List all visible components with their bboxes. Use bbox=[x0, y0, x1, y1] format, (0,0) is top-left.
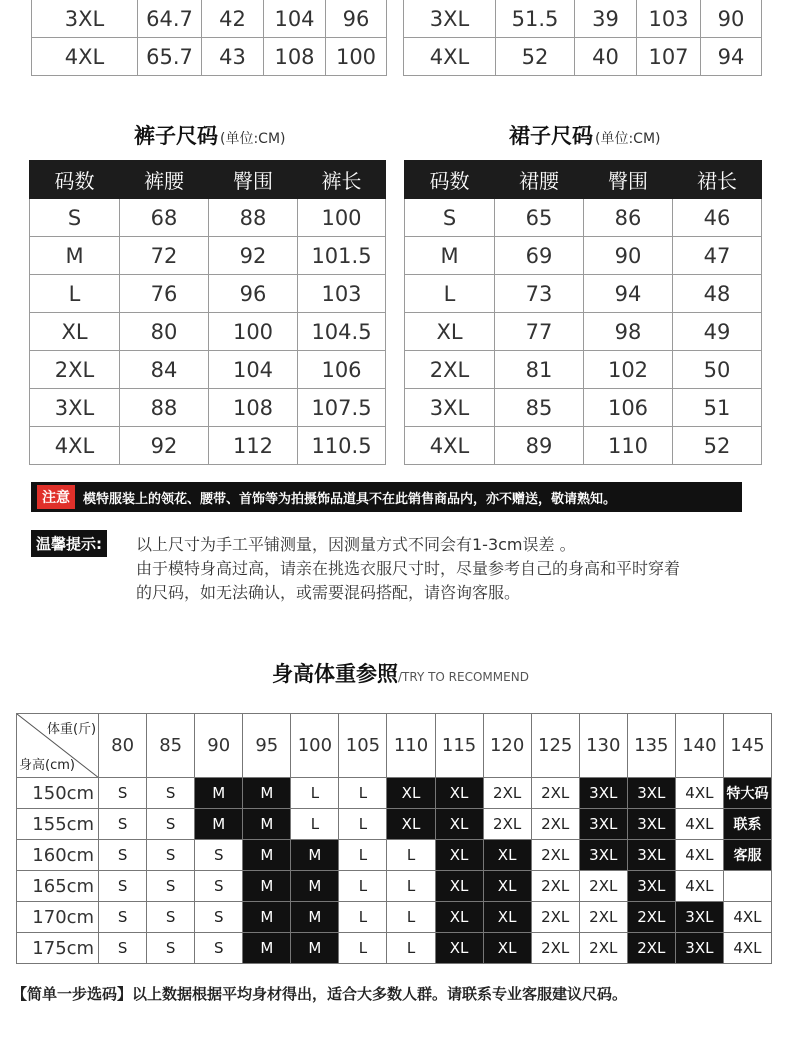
weight-header: 140 bbox=[675, 714, 723, 778]
size-cell: M bbox=[291, 933, 339, 964]
size-cell: 2XL bbox=[627, 933, 675, 964]
skirt-title-text: 裙子尺码 bbox=[509, 124, 593, 148]
table-cell: XL bbox=[405, 313, 495, 351]
table-cell: 102 bbox=[584, 351, 673, 389]
weight-header: 135 bbox=[627, 714, 675, 778]
weight-header: 90 bbox=[195, 714, 243, 778]
table-cell: 4XL bbox=[32, 38, 138, 76]
table-cell: 107.5 bbox=[298, 389, 386, 427]
size-cell: S bbox=[147, 809, 195, 840]
height-label: 170cm bbox=[17, 902, 99, 933]
size-cell: M bbox=[243, 902, 291, 933]
size-cell: S bbox=[147, 840, 195, 871]
table-cell: 77 bbox=[495, 313, 584, 351]
table-cell: 2XL bbox=[30, 351, 120, 389]
table-cell: 4XL bbox=[30, 427, 120, 465]
table-cell: 52 bbox=[496, 38, 575, 76]
size-cell: 3XL bbox=[627, 871, 675, 902]
height-label: 150cm bbox=[17, 778, 99, 809]
table-cell: S bbox=[30, 199, 120, 237]
skirt-size-table bbox=[404, 160, 762, 465]
weight-header: 120 bbox=[483, 714, 531, 778]
size-cell: S bbox=[99, 902, 147, 933]
pants-unit: (单位:CM) bbox=[220, 131, 286, 147]
weight-header: 100 bbox=[291, 714, 339, 778]
size-cell: XL bbox=[483, 902, 531, 933]
table-cell: 3XL bbox=[30, 389, 120, 427]
table-cell: 108 bbox=[264, 38, 326, 76]
size-cell: L bbox=[339, 871, 387, 902]
table-cell: 46 bbox=[673, 199, 762, 237]
size-cell: S bbox=[195, 902, 243, 933]
size-cell: XL bbox=[435, 933, 483, 964]
size-cell: L bbox=[339, 809, 387, 840]
table-cell: 104 bbox=[209, 351, 298, 389]
size-cell: 3XL bbox=[579, 809, 627, 840]
table-cell: 92 bbox=[120, 427, 209, 465]
table-row bbox=[32, 0, 387, 38]
skirt-unit: (单位:CM) bbox=[595, 131, 661, 147]
table-cell: 52 bbox=[673, 427, 762, 465]
size-cell: XL bbox=[435, 778, 483, 809]
table-cell: M bbox=[30, 237, 120, 275]
pants-size-title bbox=[134, 120, 286, 150]
table-cell: 86 bbox=[584, 199, 673, 237]
tip-line-3: 的尺码，如无法确认，或需要混码搭配，请咨询客服。 bbox=[136, 583, 521, 602]
special-size-note: 联系 bbox=[723, 809, 771, 840]
table-row bbox=[17, 840, 772, 871]
notice-banner bbox=[31, 482, 742, 512]
size-cell: XL bbox=[387, 809, 435, 840]
size-cell: L bbox=[339, 840, 387, 871]
size-cell: XL bbox=[435, 902, 483, 933]
table-cell: 85 bbox=[495, 389, 584, 427]
size-cell: M bbox=[243, 933, 291, 964]
table-row bbox=[30, 351, 386, 389]
size-cell: M bbox=[291, 840, 339, 871]
size-cell: 2XL bbox=[531, 778, 579, 809]
tip-label: 温馨提示: bbox=[31, 530, 107, 557]
table-cell: 49 bbox=[673, 313, 762, 351]
size-cell: S bbox=[195, 933, 243, 964]
table-cell: 76 bbox=[120, 275, 209, 313]
table-cell: 3XL bbox=[405, 389, 495, 427]
size-cell: S bbox=[195, 840, 243, 871]
table-cell: 4XL bbox=[404, 38, 496, 76]
table-cell: 81 bbox=[495, 351, 584, 389]
table-cell: 108 bbox=[209, 389, 298, 427]
notice-text: 模特服装上的领花、腰带、首饰等为拍摄饰品道具不在此销售商品内，亦不赠送，敬请熟知。 bbox=[83, 491, 617, 507]
weight-header: 115 bbox=[435, 714, 483, 778]
size-cell: 3XL bbox=[627, 778, 675, 809]
table-row bbox=[405, 237, 762, 275]
size-cell: 2XL bbox=[531, 902, 579, 933]
height-label: 160cm bbox=[17, 840, 99, 871]
size-cell: 4XL bbox=[675, 778, 723, 809]
size-cell: 4XL bbox=[723, 902, 771, 933]
table-cell: 103 bbox=[298, 275, 386, 313]
weight-header: 105 bbox=[339, 714, 387, 778]
table-cell: 50 bbox=[673, 351, 762, 389]
size-cell: M bbox=[243, 840, 291, 871]
size-cell: M bbox=[243, 778, 291, 809]
table-cell: 64.7 bbox=[138, 0, 202, 38]
size-cell: XL bbox=[483, 933, 531, 964]
table-cell: 90 bbox=[584, 237, 673, 275]
table-cell: 47 bbox=[673, 237, 762, 275]
column-header: 码数 bbox=[30, 161, 120, 199]
table-cell: M bbox=[405, 237, 495, 275]
size-cell: 2XL bbox=[531, 809, 579, 840]
table-cell: 94 bbox=[584, 275, 673, 313]
size-cell: L bbox=[387, 933, 435, 964]
table-row bbox=[17, 902, 772, 933]
hw-subtitle: /TRY TO RECOMMEND bbox=[398, 670, 529, 684]
table-row bbox=[17, 809, 772, 840]
size-cell: 4XL bbox=[675, 809, 723, 840]
table-row bbox=[30, 275, 386, 313]
column-header: 臀围 bbox=[584, 161, 673, 199]
table-cell: 4XL bbox=[405, 427, 495, 465]
size-cell: 3XL bbox=[579, 840, 627, 871]
table-cell: 73 bbox=[495, 275, 584, 313]
size-cell: 2XL bbox=[579, 902, 627, 933]
size-cell: S bbox=[99, 871, 147, 902]
column-header: 裙腰 bbox=[495, 161, 584, 199]
size-cell: 3XL bbox=[675, 902, 723, 933]
table-row bbox=[405, 275, 762, 313]
table-cell: 65.7 bbox=[138, 38, 202, 76]
column-header: 裙长 bbox=[673, 161, 762, 199]
table-cell: 51 bbox=[673, 389, 762, 427]
size-cell: 3XL bbox=[627, 840, 675, 871]
table-cell: 98 bbox=[584, 313, 673, 351]
weight-header: 130 bbox=[579, 714, 627, 778]
size-cell: XL bbox=[435, 840, 483, 871]
top-left-size-table bbox=[31, 0, 387, 76]
size-cell: S bbox=[99, 809, 147, 840]
corner-height-label: 身高(cm) bbox=[19, 758, 75, 773]
size-cell: S bbox=[147, 778, 195, 809]
table-cell: 89 bbox=[495, 427, 584, 465]
table-cell: 96 bbox=[326, 0, 387, 38]
table-cell: 96 bbox=[209, 275, 298, 313]
size-cell: L bbox=[339, 933, 387, 964]
table-row bbox=[405, 313, 762, 351]
size-cell: 3XL bbox=[579, 778, 627, 809]
size-cell: XL bbox=[483, 840, 531, 871]
weight-header: 110 bbox=[387, 714, 435, 778]
size-cell: XL bbox=[435, 809, 483, 840]
corner-cell bbox=[17, 714, 99, 778]
table-cell: 101.5 bbox=[298, 237, 386, 275]
table-row bbox=[405, 199, 762, 237]
table-cell: 51.5 bbox=[496, 0, 575, 38]
empty-cell bbox=[723, 871, 771, 902]
table-cell: 68 bbox=[120, 199, 209, 237]
height-label: 165cm bbox=[17, 871, 99, 902]
size-cell: 2XL bbox=[483, 778, 531, 809]
table-cell: 100 bbox=[326, 38, 387, 76]
top-right-size-table bbox=[403, 0, 762, 76]
table-row bbox=[17, 778, 772, 809]
size-cell: 2XL bbox=[579, 933, 627, 964]
weight-header: 125 bbox=[531, 714, 579, 778]
table-row bbox=[405, 427, 762, 465]
size-cell: 4XL bbox=[723, 933, 771, 964]
size-cell: 4XL bbox=[675, 871, 723, 902]
size-cell: L bbox=[339, 778, 387, 809]
size-cell: M bbox=[291, 902, 339, 933]
hw-title: 身高体重参照 bbox=[272, 662, 398, 686]
size-cell: XL bbox=[483, 871, 531, 902]
table-cell: 110.5 bbox=[298, 427, 386, 465]
skirt-size-title bbox=[509, 120, 661, 150]
table-cell: 84 bbox=[120, 351, 209, 389]
table-row bbox=[404, 38, 762, 76]
size-cell: S bbox=[147, 902, 195, 933]
size-cell: S bbox=[99, 778, 147, 809]
table-cell: 88 bbox=[120, 389, 209, 427]
table-cell: 103 bbox=[637, 0, 701, 38]
table-cell: 104 bbox=[264, 0, 326, 38]
size-cell: L bbox=[291, 778, 339, 809]
special-size-note: 特大码 bbox=[723, 778, 771, 809]
size-cell: 3XL bbox=[627, 809, 675, 840]
table-cell: 107 bbox=[637, 38, 701, 76]
tip-line-2: 由于模特身高过高，请亲在挑选衣服尺寸时，尽量参考自己的身高和平时穿着 bbox=[136, 559, 681, 578]
table-row bbox=[17, 871, 772, 902]
pants-title-text: 裤子尺码 bbox=[134, 124, 218, 148]
table-row bbox=[30, 313, 386, 351]
table-cell: 40 bbox=[575, 38, 637, 76]
table-cell: XL bbox=[30, 313, 120, 351]
table-cell: 106 bbox=[584, 389, 673, 427]
weight-header: 145 bbox=[723, 714, 771, 778]
table-cell: 100 bbox=[298, 199, 386, 237]
size-cell: S bbox=[147, 871, 195, 902]
size-cell: S bbox=[99, 840, 147, 871]
size-cell: XL bbox=[435, 871, 483, 902]
table-cell: 110 bbox=[584, 427, 673, 465]
height-weight-table bbox=[16, 713, 772, 964]
size-cell: S bbox=[147, 933, 195, 964]
size-cell: 3XL bbox=[675, 933, 723, 964]
size-cell: M bbox=[243, 809, 291, 840]
table-cell: 2XL bbox=[405, 351, 495, 389]
table-row bbox=[30, 199, 386, 237]
table-cell: 104.5 bbox=[298, 313, 386, 351]
size-cell: M bbox=[243, 871, 291, 902]
size-cell: XL bbox=[387, 778, 435, 809]
table-cell: L bbox=[30, 275, 120, 313]
size-cell: 4XL bbox=[675, 840, 723, 871]
table-cell: 88 bbox=[209, 199, 298, 237]
table-row bbox=[32, 38, 387, 76]
pants-size-table bbox=[29, 160, 386, 465]
size-cell: 2XL bbox=[627, 902, 675, 933]
column-header: 臀围 bbox=[209, 161, 298, 199]
special-size-note: 客服 bbox=[723, 840, 771, 871]
size-cell: S bbox=[99, 933, 147, 964]
size-cell: M bbox=[195, 809, 243, 840]
table-row bbox=[405, 351, 762, 389]
size-cell: S bbox=[195, 871, 243, 902]
table-cell: 80 bbox=[120, 313, 209, 351]
table-cell: 43 bbox=[202, 38, 264, 76]
tip-line-1: 以上尺寸为手工平铺测量，因测量方式不同会有1-3cm误差 。 bbox=[136, 535, 576, 554]
footer-note: 【简单一步选码】以上数据根据平均身材得出，适合大多数人群。请联系专业客服建议尺码。 bbox=[12, 985, 628, 1003]
table-cell: 92 bbox=[209, 237, 298, 275]
height-label: 155cm bbox=[17, 809, 99, 840]
size-cell: 2XL bbox=[531, 933, 579, 964]
size-cell: L bbox=[387, 902, 435, 933]
table-cell: 39 bbox=[575, 0, 637, 38]
table-row bbox=[30, 427, 386, 465]
size-cell: L bbox=[387, 871, 435, 902]
table-cell: 65 bbox=[495, 199, 584, 237]
table-row bbox=[405, 389, 762, 427]
table-cell: 94 bbox=[701, 38, 762, 76]
corner-weight-label: 体重(斤) bbox=[46, 722, 97, 737]
table-cell: 100 bbox=[209, 313, 298, 351]
table-row bbox=[404, 0, 762, 38]
notice-tag: 注意 bbox=[37, 485, 75, 509]
hw-section-title bbox=[272, 658, 529, 688]
table-row bbox=[30, 237, 386, 275]
table-cell: 69 bbox=[495, 237, 584, 275]
table-cell: L bbox=[405, 275, 495, 313]
table-cell: S bbox=[405, 199, 495, 237]
height-label: 175cm bbox=[17, 933, 99, 964]
size-cell: L bbox=[387, 840, 435, 871]
table-cell: 112 bbox=[209, 427, 298, 465]
size-cell: 2XL bbox=[531, 840, 579, 871]
size-cell: 2XL bbox=[579, 871, 627, 902]
size-cell: M bbox=[195, 778, 243, 809]
weight-header: 95 bbox=[243, 714, 291, 778]
size-cell: 2XL bbox=[483, 809, 531, 840]
column-header: 裤长 bbox=[298, 161, 386, 199]
size-cell: L bbox=[339, 902, 387, 933]
table-row bbox=[17, 933, 772, 964]
weight-header: 80 bbox=[99, 714, 147, 778]
size-cell: M bbox=[291, 871, 339, 902]
size-cell: 2XL bbox=[531, 871, 579, 902]
size-cell: L bbox=[291, 809, 339, 840]
table-row bbox=[30, 389, 386, 427]
column-header: 码数 bbox=[405, 161, 495, 199]
table-cell: 3XL bbox=[32, 0, 138, 38]
table-cell: 90 bbox=[701, 0, 762, 38]
table-cell: 72 bbox=[120, 237, 209, 275]
table-cell: 48 bbox=[673, 275, 762, 313]
table-cell: 42 bbox=[202, 0, 264, 38]
table-cell: 106 bbox=[298, 351, 386, 389]
weight-header: 85 bbox=[147, 714, 195, 778]
table-cell: 3XL bbox=[404, 0, 496, 38]
column-header: 裤腰 bbox=[120, 161, 209, 199]
